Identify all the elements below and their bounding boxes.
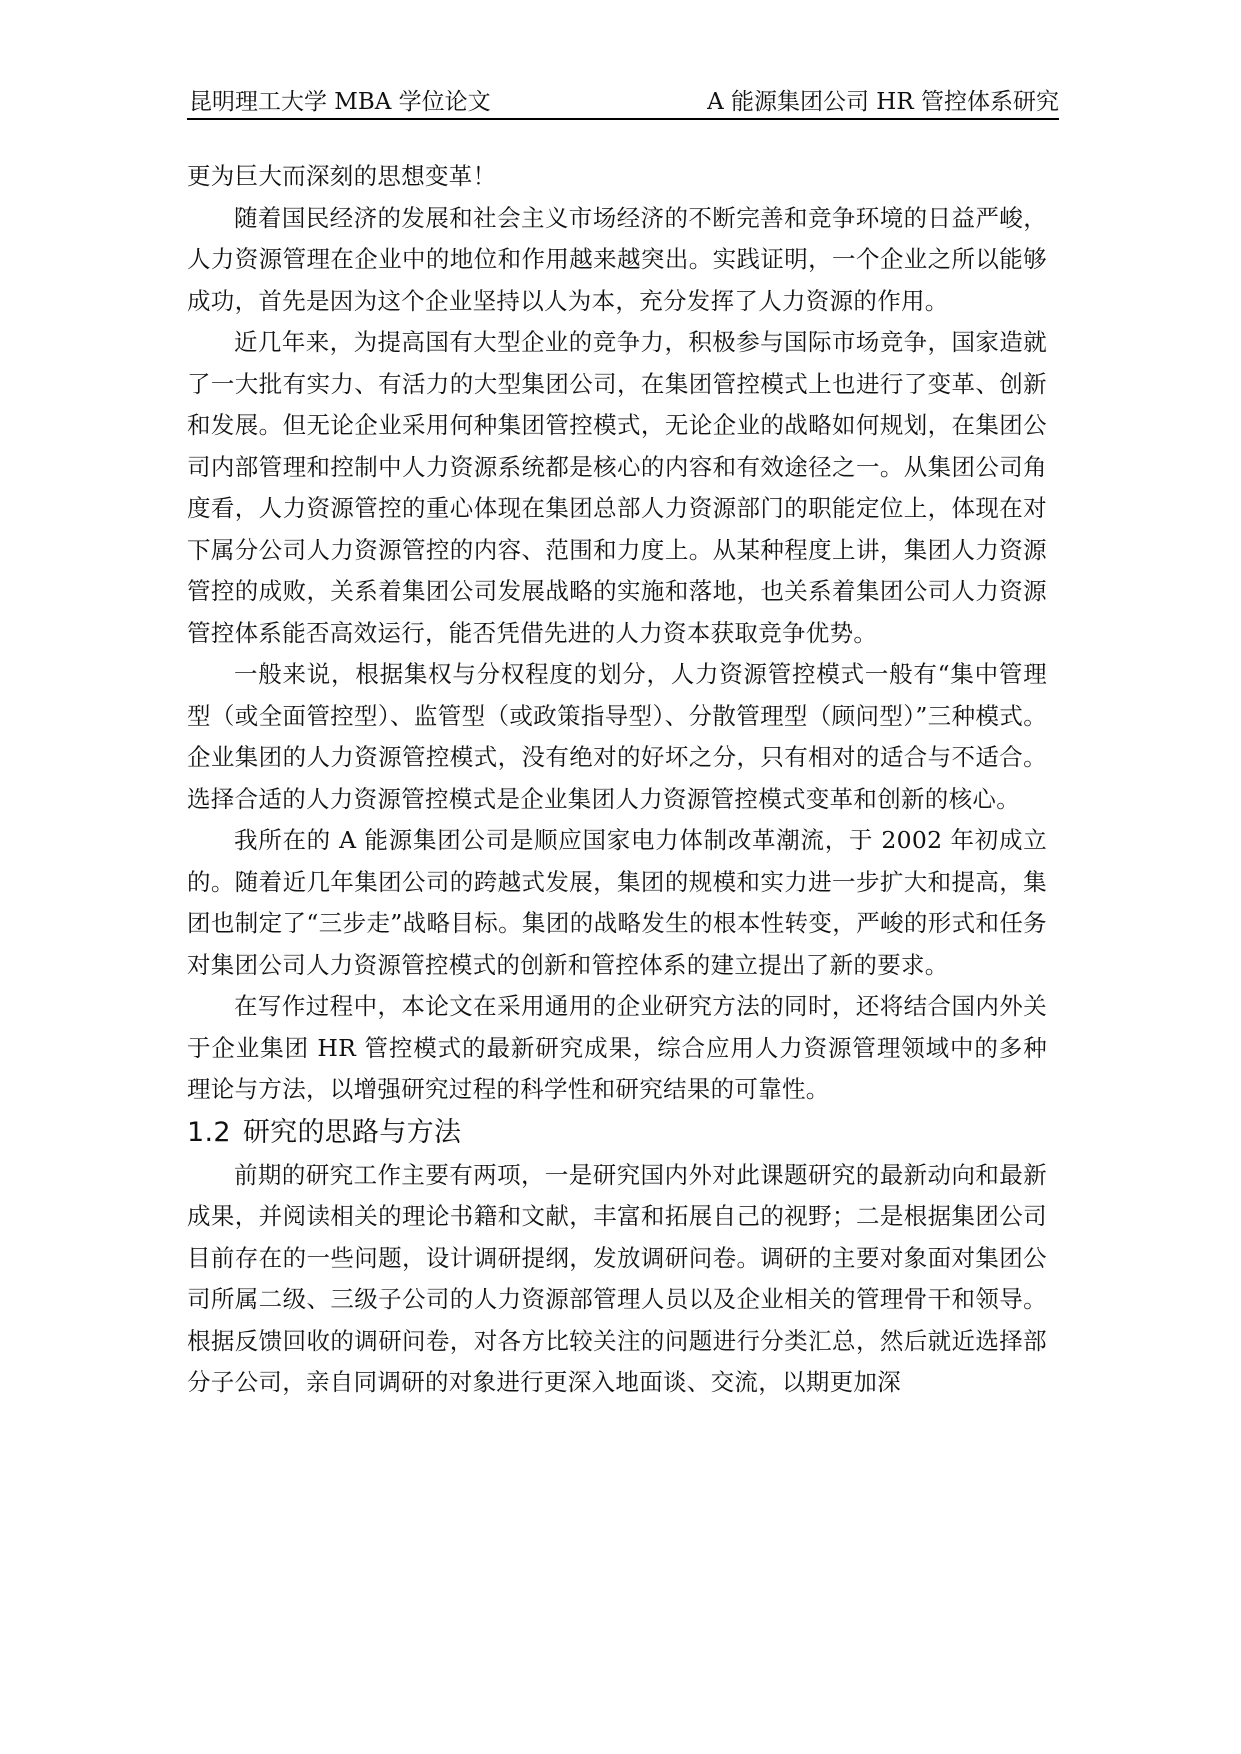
- body-text: [187, 156, 1047, 1404]
- paragraph: 在写作过程中，本论文在采用通用的企业研究方法的同时，还将结合国内外关于企业集团 HR 管控模式的最新研究成果，综合应用人力资源管理领域中的多种理论与方法，以增强研究过程的科学性和研究结果的可靠性。: [187, 992, 1047, 1103]
- paragraph: 我所在的 A 能源集团公司是顺应国家电力体制改革潮流，于 2002 年初成立的。随着近几年集团公司的跨越式发展，集团的规模和实力进一步扩大和提高，集团也制定了“三步走”战略目标。集团的战略发生的根本性转变，严峻的形式和任务对集团公司人力资源管控模式的创新和管控体系的建立提出了新的要求。: [187, 826, 1047, 979]
- paragraph: 近几年来，为提高国有大型企业的竞争力，积极参与国际市场竞争，国家造就了一大批有实力、有活力的大型集团公司，在集团管控模式上也进行了变革、创新和发展。但无论企业采用何种集团管控模式，无论企业的战略如何规划，在集团公司内部管理和控制中人力资源系统都是核心的内容和有效途径之一。从集团公司角度看，人力资源管控的重心体现在集团总部人力资源部门的职能定位上，体现在对下属分公司人力资源管控的内容、范围和力度上。从某种程度上讲，集团人力资源管控的成败，关系着集团公司发展战略的实施和落地，也关系着集团公司人力资源管控体系能否高效运行，能否凭借先进的人力资本获取竞争优势。: [187, 328, 1047, 647]
- header-divider: [187, 118, 1059, 120]
- running-header: [187, 86, 1059, 122]
- section-heading: [187, 1111, 1047, 1155]
- paragraph: 前期的研究工作主要有两项，一是研究国内外对此课题研究的最新动向和最新成果，并阅读相关的理论书籍和文献，丰富和拓展自己的视野；二是根据集团公司目前存在的一些问题，设计调研提纲，发放调研问卷。调研的主要对象面对集团公司所属二级、三级子公司的人力资源部管理人员以及企业相关的管理骨干和领导。根据反馈回收的调研问卷，对各方比较关注的问题进行分类汇总，然后就近选择部分子公司，亲自同调研的对象进行更深入地面谈、交流，以期更加深: [187, 1160, 1047, 1396]
- header-thesis-title: A 能源集团公司 HR 管控体系研究: [707, 89, 1059, 115]
- header-university-title: 昆明理工大学 MBA 学位论文: [189, 89, 491, 115]
- section-number: 1.2: [187, 1116, 231, 1148]
- paragraph: 随着国民经济的发展和社会主义市场经济的不断完善和竞争环境的日益严峻，人力资源管理在企业中的地位和作用越来越突出。实践证明，一个企业之所以能够成功，首先是因为这个企业坚持以人为本，充分发挥了人力资源的作用。: [187, 203, 1047, 315]
- paragraph-continuation: 更为巨大而深刻的思想变革！: [187, 162, 497, 190]
- section-title: 研究的思路与方法: [242, 1116, 462, 1148]
- paragraph: 一般来说，根据集权与分权程度的划分，人力资源管控模式一般有“集中管理型（或全面管控型）、监管型（或政策指导型）、分散管理型（顾问型）”三种模式。企业集团的人力资源管控模式，没有绝对的好坏之分，只有相对的适合与不适合。选择合适的人力资源管控模式是企业集团人力资源管控模式变革和创新的核心。: [187, 660, 1047, 813]
